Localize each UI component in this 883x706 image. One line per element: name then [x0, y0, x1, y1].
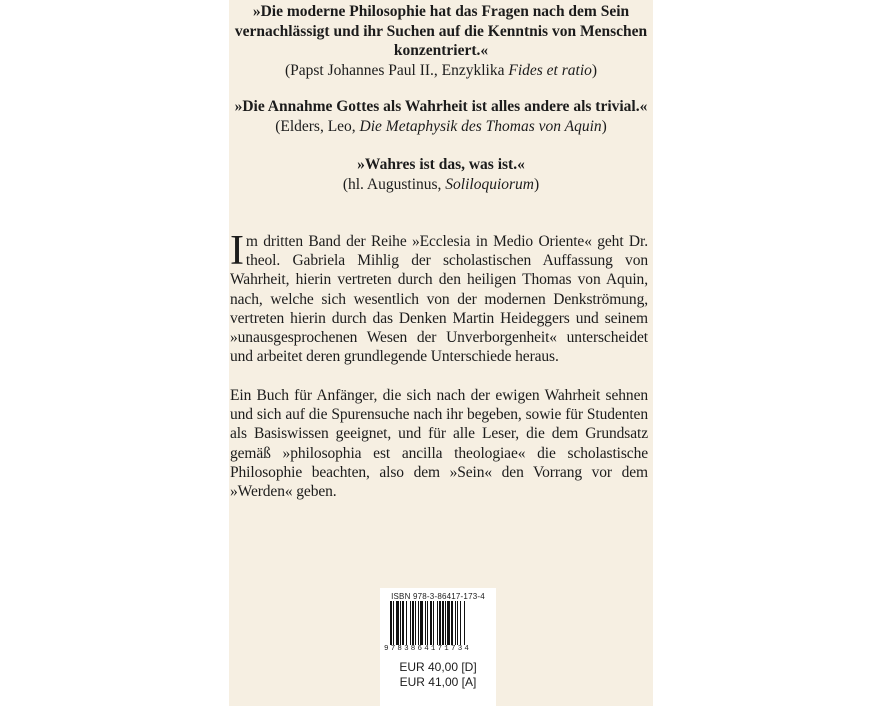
- quote-source: (hl. Augustinus, Soliloquiorum): [342, 175, 540, 193]
- description-paragraph-1: [230, 228, 648, 366]
- price-austria: EUR 41,00 [A]: [399, 675, 477, 689]
- barcode-digits: 9783864171734: [384, 645, 472, 653]
- barcode-bars: [390, 601, 486, 645]
- quote-3: [229, 155, 653, 194]
- paragraph-text: m dritten Band der Reihe »Ecclesia in Medio Oriente« geht Dr. theol. Gabriela Mihlig der scholastischen Auffassung von Wahrheit, hierin vertreten durch den heiligen Thomas von Aquin, nach, welche sich wesentlich von der modernen Denkströmung, vertreten hierin durch das Denken Martin Heideggers und seinem »unausgesprochenen Wesen der Unverborgenheit« unterscheidet und arbeitet deren grundlegende Unterschiede heraus.: [230, 233, 648, 366]
- quote-text: »Die Annahme Gottes als Wahrheit ist alles andere als trivial.«: [234, 98, 648, 115]
- description-paragraph-2: Ein Buch für Anfänger, die sich nach der ewigen Wahrheit sehnen und sich auf die Spurensuche nach ihr begeben, sowie für Studenten als Basiswissen geeignet, und für alle Leser, die dem Grundsatz gemäß »philosophia est ancilla theologiae« die scholastische Philosophie beachten, also dem »Sein« den Vorrang vor dem »Werden« geben.: [230, 387, 648, 501]
- quote-1: [229, 2, 653, 80]
- quote-2: [229, 97, 653, 136]
- isbn-text: ISBN 978-3-86417-173-4: [391, 592, 485, 601]
- price-germany: EUR 40,00 [D]: [399, 660, 477, 674]
- quote-source: (Papst Johannes Paul II., Enzyklika Fides et ratio): [284, 61, 598, 79]
- quote-source: (Elders, Leo, Die Metaphysik des Thomas von Aquin): [275, 117, 607, 135]
- barcode-label: [380, 588, 496, 706]
- drop-cap: I: [230, 228, 244, 274]
- quote-text: »Wahres ist das, was ist.«: [357, 156, 525, 173]
- quote-text: »Die moderne Philosophie hat das Fragen nach dem Sein vernachlässigt und ihr Suchen auf die Kenntnis von Menschen konzentriert.«: [234, 3, 648, 59]
